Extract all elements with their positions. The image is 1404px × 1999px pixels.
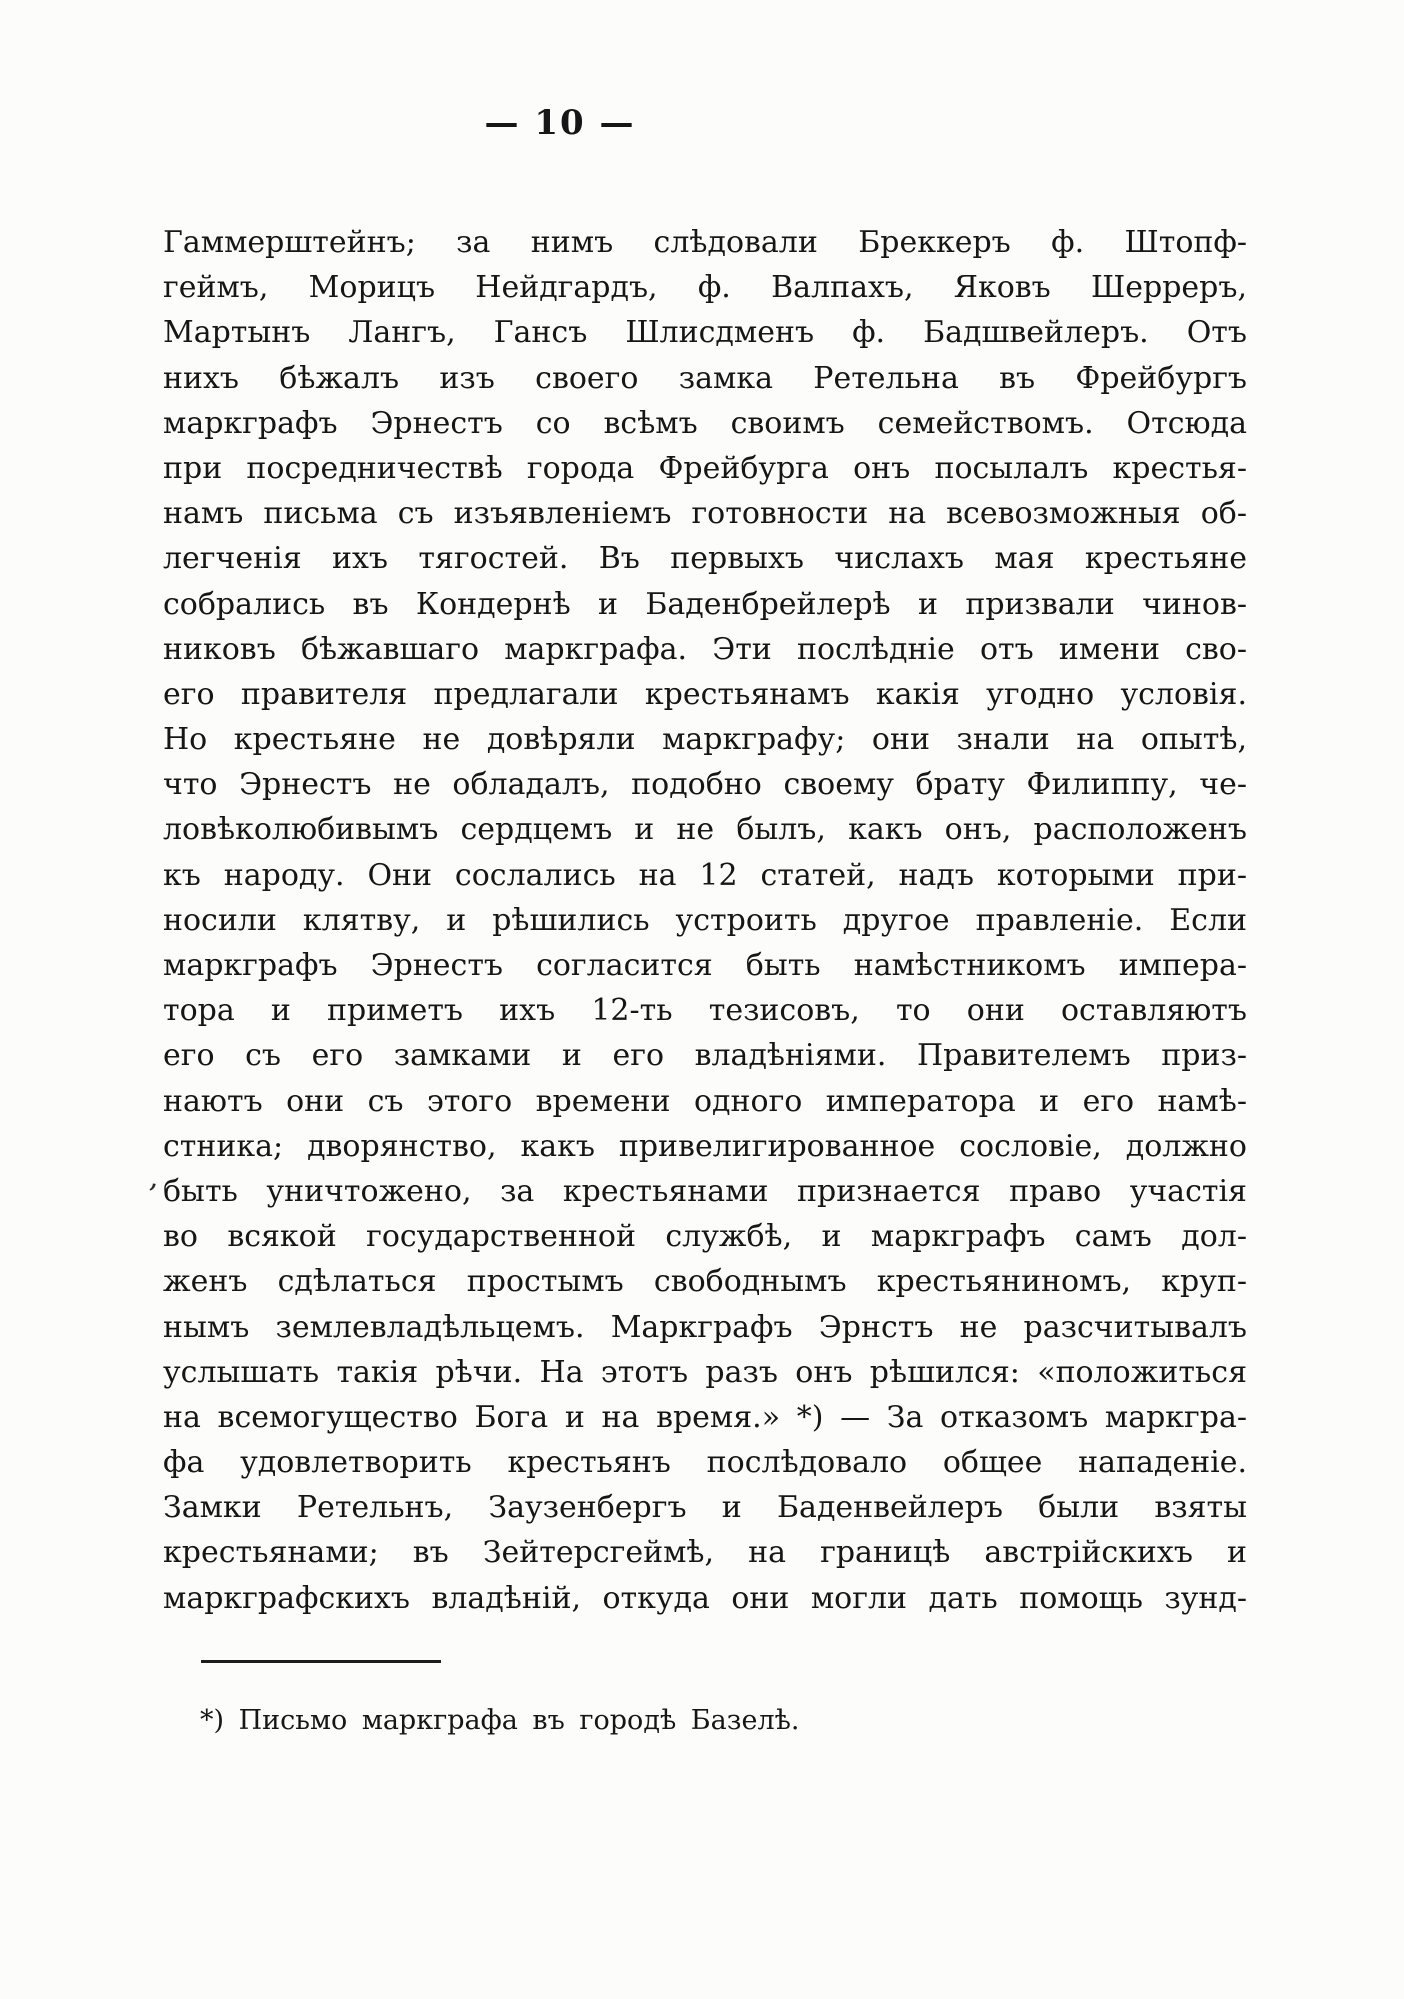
text-line: Мартынъ Лангъ, Гансъ Шлисдменъ ф. Бадшвейлеръ. Отъ xyxy=(163,315,1247,351)
text-line: его правителя предлагали крестьянамъ какія угодно условія. xyxy=(163,676,1247,712)
text-line: наютъ они съ этого времени одного императора и его намѣ- xyxy=(163,1083,1247,1119)
text-line: ловѣколюбивымъ сердцемъ и не былъ, какъ онъ, расположенъ xyxy=(163,812,1247,848)
text-line: Но крестьяне не довѣряли маркграфу; они знали на опытѣ, xyxy=(163,722,1247,758)
footnote-separator xyxy=(201,1660,441,1663)
text-line: къ народу. Они сослались на 12 статей, надъ которыми при- xyxy=(163,857,1247,893)
text-line: маркграфъ Эрнестъ со всѣмъ своимъ семействомъ. Отсюда xyxy=(163,405,1247,441)
text-line: женъ сдѣлаться простымъ свободнымъ крестьяниномъ, круп- xyxy=(163,1264,1247,1300)
margin-mark: , xyxy=(147,1159,162,1196)
text-line: быть уничтожено, за крестьянами признается право участія xyxy=(163,1173,1247,1209)
text-line: на всемогущество Бога и на время.» *) — За отказомъ маркгра- xyxy=(163,1399,1247,1435)
text-line: что Эрнестъ не обладалъ, подобно своему брату Филиппу, че- xyxy=(163,767,1247,803)
footnote: *) Письмо маркграфа въ городѣ Базелѣ. xyxy=(200,1705,800,1736)
body-text xyxy=(163,220,1247,1621)
text-line: нихъ бѣжалъ изъ своего замка Ретельна въ Фрейбургъ xyxy=(163,360,1247,396)
text-line: намъ письма съ изъявленіемъ готовности на всевозможныя об- xyxy=(163,496,1247,532)
text-line: маркграфскихъ владѣній, откуда они могли дать помощь зунд- xyxy=(163,1580,1247,1616)
text-line: услышать такія рѣчи. На этотъ разъ онъ рѣшился: «положиться xyxy=(163,1354,1247,1390)
text-line: тора и приметъ ихъ 12-ть тезисовъ, то они оставляютъ xyxy=(163,993,1247,1029)
text-line: легченія ихъ тягостей. Въ первыхъ числахъ мая крестьяне xyxy=(163,541,1247,577)
text-line: носили клятву, и рѣшились устроить другое правленіе. Если xyxy=(163,902,1247,938)
page-number: — 10 — xyxy=(484,103,636,143)
text-line: Замки Ретельнъ, Заузенбергъ и Баденвейлеръ были взяты xyxy=(163,1490,1247,1526)
text-line: нымъ землевладѣльцемъ. Маркграфъ Эрнстъ не разсчитывалъ xyxy=(163,1309,1247,1345)
text-line: его съ его замками и его владѣніями. Правителемъ приз- xyxy=(163,1038,1247,1074)
text-line: во всякой государственной службѣ, и маркграфъ самъ дол- xyxy=(163,1219,1247,1255)
text-line: Гаммерштейнъ; за нимъ слѣдовали Бреккеръ ф. Штопф- xyxy=(163,225,1247,260)
text-line: фа удовлетворить крестьянъ послѣдовало общее нападеніе. xyxy=(163,1445,1247,1481)
text-line: маркграфъ Эрнестъ согласится быть намѣстникомъ импера- xyxy=(163,948,1247,983)
text-line: при посредничествѣ города Фрейбурга онъ посылалъ крестья- xyxy=(163,450,1247,486)
text-line: крестьянами; въ Зейтерсгеймѣ, на границѣ австрійскихъ и xyxy=(163,1535,1247,1571)
text-line: собрались въ Кондернѣ и Баденбрейлерѣ и призвали чинов- xyxy=(163,586,1247,622)
text-line: стника; дворянство, какъ привелигированное сословіе, должно xyxy=(163,1128,1247,1164)
text-line: никовъ бѣжавшаго маркграфа. Эти послѣдніе отъ имени сво- xyxy=(163,631,1247,667)
text-line: геймъ, Морицъ Нейдгардъ, ф. Валпахъ, Яковъ Шерреръ, xyxy=(163,270,1247,306)
